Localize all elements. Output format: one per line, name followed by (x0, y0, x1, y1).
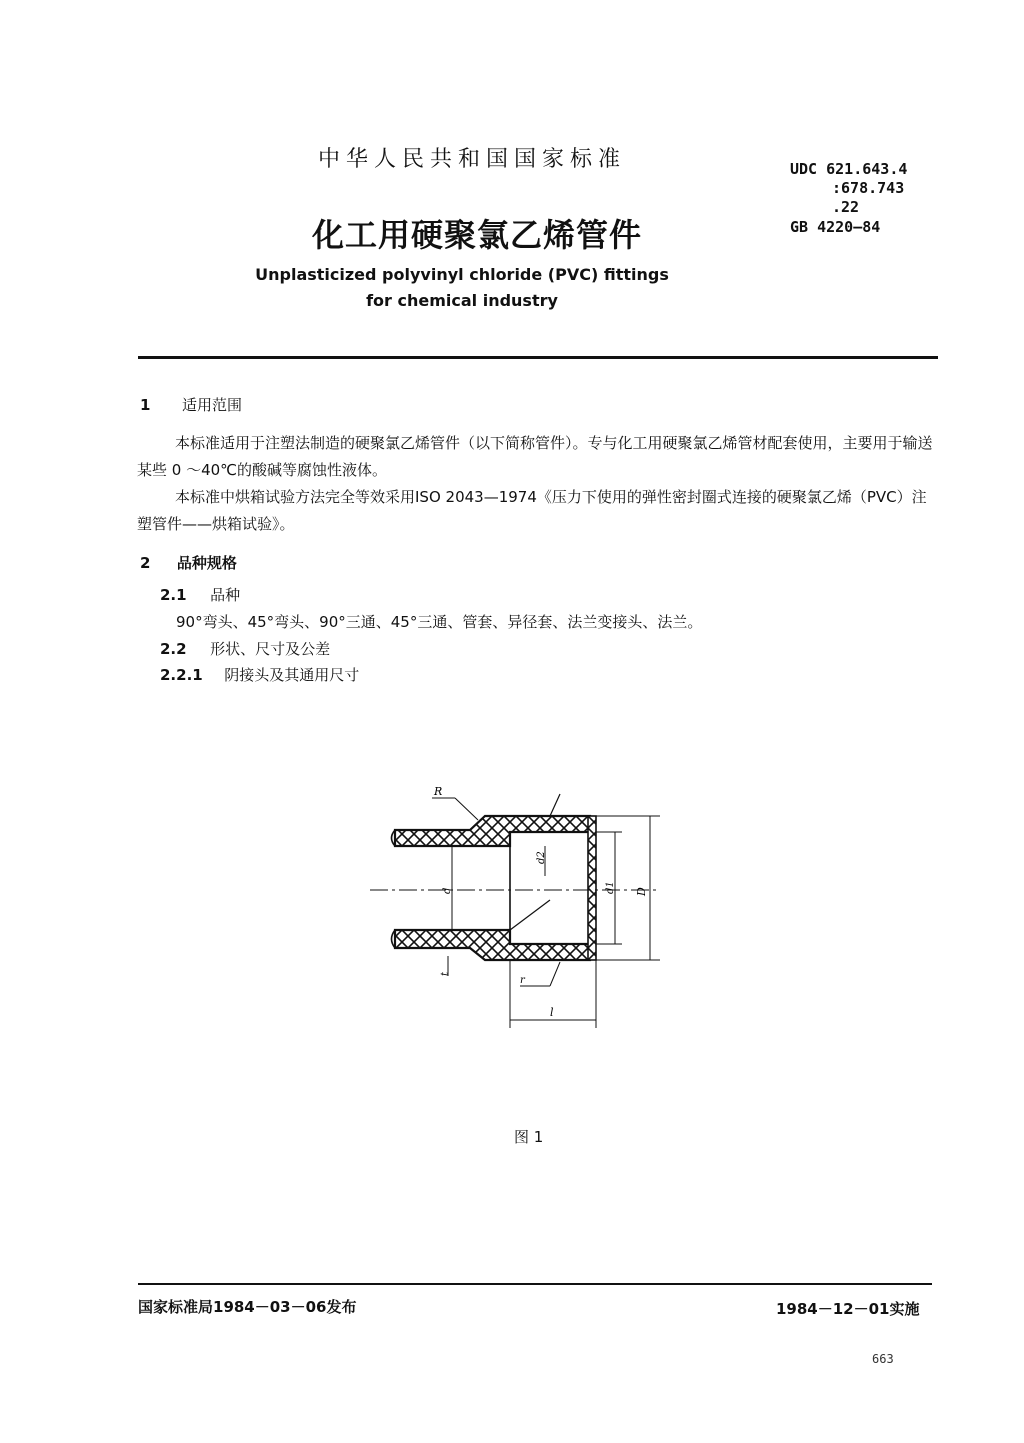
issue-date: 国家标准局1984－03－06发布 (138, 1298, 357, 1316)
section-1-heading (140, 394, 242, 415)
section-1-paragraph-2: 本标准中烘箱试验方法完全等效采用ISO 2043—1974《压力下使用的弹性密封圈式连接的硬聚氯乙烯（PVC）注塑管件——烘箱试验》。 (137, 488, 927, 533)
udc-code (790, 160, 907, 217)
section-2-1-text: 90°弯头、45°弯头、90°三通、45°三通、管套、异径套、法兰变接头、法兰。 (176, 613, 703, 631)
udc-line-3: .22 (832, 198, 860, 216)
section-1-paragraph-1: 本标准适用于注塑法制造的硬聚氯乙烯管件（以下简称管件）。专与化工用硬聚氯乙烯管材配套使用，主要用于输送某些 0 ～40℃的酸碱等腐蚀性液体。 (137, 434, 933, 479)
udc-line-1: UDC 621.643.4 (790, 160, 908, 178)
section-2-number: 2 (140, 554, 151, 572)
footer-divider (138, 1283, 932, 1285)
page-number: 663 (872, 1352, 894, 1366)
figure-caption: 图 1 (514, 1128, 544, 1146)
section-2-title: 品种规格 (176, 554, 237, 572)
udc-line-2: :678.743 (832, 179, 905, 197)
label-D: D (635, 887, 648, 896)
section-2-1-heading: 2.1 品种 (160, 586, 241, 604)
standard-org-title: 中华人民共和国国家标准 (318, 147, 627, 172)
lower-wall-section (395, 930, 590, 960)
section-2-2-1-heading: 2.2.1 阴接头及其通用尺寸 (160, 666, 360, 684)
label-d2: d2 (536, 851, 547, 864)
socket-joint-figure (360, 780, 680, 1040)
label-d1: d1 (605, 881, 616, 894)
section-1-number: 1 (140, 396, 151, 414)
section-1-title: 适用范围 (182, 396, 243, 414)
english-title-line-2: for chemical industry (366, 291, 558, 310)
upper-wall-section (395, 816, 590, 846)
english-title-line-1: Unplasticized polyvinyl chloride (PVC) fittings (255, 265, 669, 284)
label-R: R (434, 785, 443, 798)
label-t: t (440, 971, 451, 976)
gb-code: GB 4220—84 (790, 218, 881, 236)
section-2-2-heading: 2.2 形状、尺寸及公差 (160, 640, 331, 658)
label-r: r (520, 975, 525, 986)
header-divider (138, 356, 938, 359)
label-l: l (550, 1006, 554, 1019)
label-d: d (442, 887, 453, 894)
english-title (246, 262, 678, 314)
section-2-heading (140, 552, 237, 573)
document-title: 化工用硬聚氯乙烯管件 (312, 216, 643, 254)
effective-date: 1984－12－01实施 (776, 1300, 920, 1318)
